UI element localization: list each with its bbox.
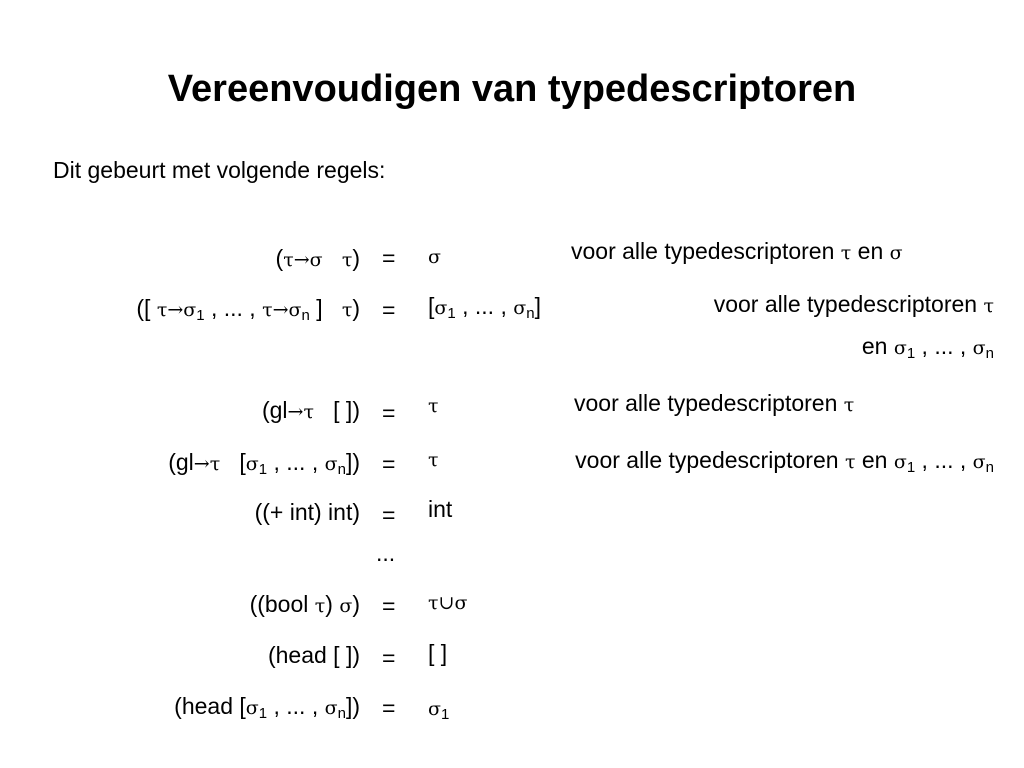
rule-1-rhs: σ xyxy=(428,246,441,268)
rule-2-equals: = xyxy=(382,297,396,323)
rule-7-rhs: [ ] xyxy=(428,640,448,666)
rule-1-condition: voor alle typedescriptoren τ en σ xyxy=(571,238,903,264)
rule-3-condition: voor alle typedescriptoren τ xyxy=(574,390,855,416)
rule-1-lhs: (τ→σ τ) xyxy=(275,245,360,271)
rule-8-lhs: (head [$\sigma_1$ , ... , $\sigma_n$]) xyxy=(174,693,360,722)
rules-ellipsis: ... xyxy=(376,540,396,566)
rule-6-rhs: τ∪σ xyxy=(428,592,468,614)
intro-text: Dit gebeurt met volgende regels: xyxy=(53,157,386,183)
rule-5-equals: = xyxy=(382,502,396,528)
rule-4-rhs: τ xyxy=(428,449,439,471)
rule-7-lhs: (head [ ]) xyxy=(267,642,360,668)
rule-7-equals: = xyxy=(382,645,396,671)
rule-5-lhs: ((+ int) int) xyxy=(254,499,360,525)
rule-6-equals: = xyxy=(382,593,396,619)
rule-3-equals: = xyxy=(382,400,396,426)
rule-8-rhs: $\sigma_1$ xyxy=(428,698,450,723)
rule-5-rhs: int xyxy=(428,496,453,522)
rule-3-rhs: τ xyxy=(428,395,439,417)
rule-2-lhs: ([ $\tau\to\sigma_1$ , ... , $\tau\to\sigma_n$ ] τ) xyxy=(136,295,360,324)
rule-4-condition: voor alle typedescriptoren τ en $\sigma_1$ , ... , $\sigma_n$ xyxy=(575,447,994,476)
rule-2-condition: voor alle typedescriptoren τ xyxy=(713,291,994,317)
rule-6-lhs: ((bool τ) σ) xyxy=(249,591,360,617)
slide-title: Vereenvoudigen van typedescriptoren xyxy=(167,68,857,111)
rule-3-lhs: (gl→τ [ ]) xyxy=(261,397,360,423)
rule-8-equals: = xyxy=(382,695,396,721)
rule-4-lhs: (gl→τ [$\sigma_1$ , ... , $\sigma_n$]) xyxy=(168,449,360,478)
rule-1-equals: = xyxy=(382,245,396,271)
rule-4-equals: = xyxy=(382,451,396,477)
rule-2-rhs: [$\sigma_1$ , ... , $\sigma_n$] xyxy=(428,293,541,322)
rule-2-condition-continued: en $\sigma_1$ , ... , $\sigma_n$ xyxy=(861,333,994,362)
